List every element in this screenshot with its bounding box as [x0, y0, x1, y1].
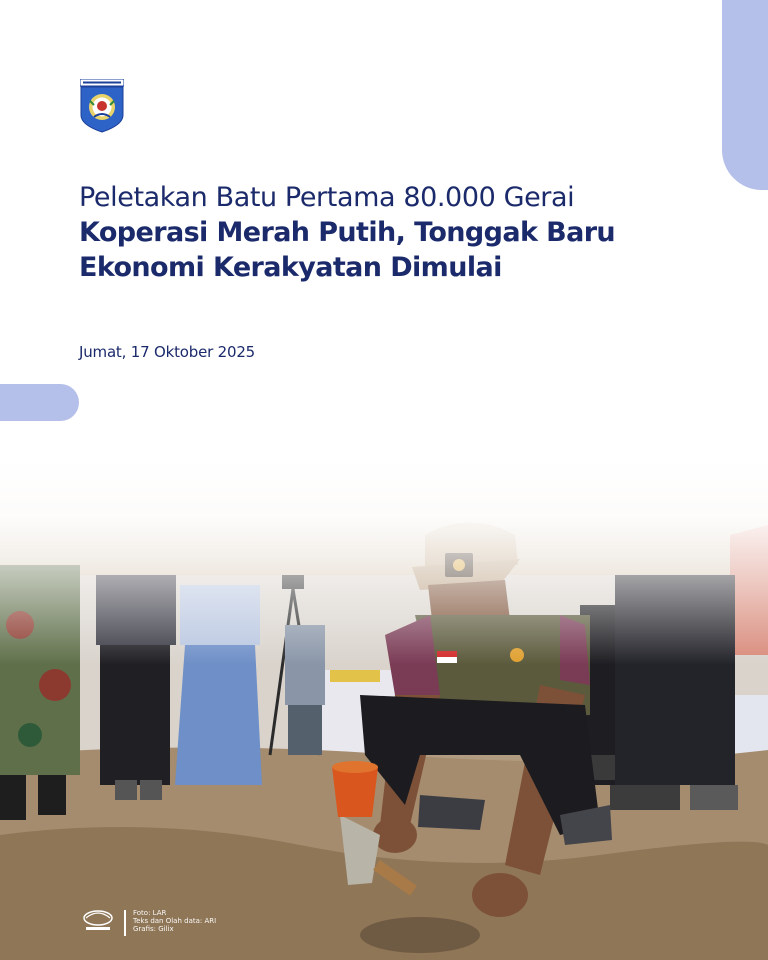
credit-photo: Foto: LAR	[133, 909, 167, 917]
credit-text: Teks dan Olah data: ARI	[133, 917, 217, 925]
event-photo	[0, 455, 768, 960]
accent-shape-left	[0, 384, 79, 421]
headline-line-1: Peletakan Batu Pertama 80.000 Gerai	[79, 182, 575, 213]
headline-line-2: Koperasi Merah Putih, Tonggak Baru	[79, 217, 616, 248]
headline-line-3: Ekonomi Kerakyatan Dimulai	[79, 252, 502, 283]
accent-shape-top-right	[722, 0, 768, 190]
credit-divider	[124, 910, 126, 936]
credit-logo-icon	[80, 906, 116, 934]
photo-fade-overlay	[0, 455, 768, 665]
publish-date: Jumat, 17 Oktober 2025	[79, 343, 256, 361]
credit-graphic: Grafis: Gilix	[133, 925, 174, 933]
city-emblem-icon	[80, 79, 124, 133]
photo-credits	[133, 909, 216, 933]
headline	[79, 180, 679, 285]
